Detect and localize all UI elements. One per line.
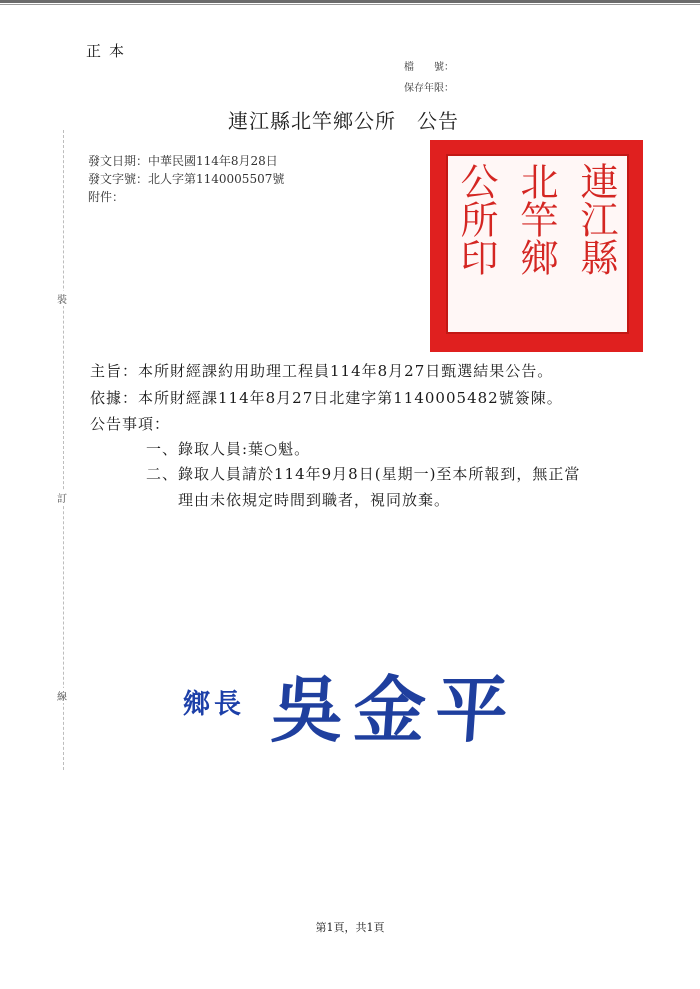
- seal-text-column-1: 連江縣: [574, 162, 618, 276]
- signatory-name-stamp: 吳金平: [268, 667, 521, 752]
- signatory-title: 鄉長: [183, 689, 245, 720]
- page-number: 第1頁，共1頁: [315, 921, 385, 934]
- attachment-label: 附件：: [88, 190, 125, 204]
- document-title: 連江縣北竿鄉公所 公告: [228, 109, 459, 133]
- basis-line: 依據：本所財經課114年8月27日北建字第1140005482號簽陳。: [90, 389, 563, 407]
- official-seal: [430, 140, 643, 352]
- seal-inner-frame: [446, 154, 629, 334]
- seal-text-column-3: 公所印: [454, 162, 498, 276]
- issue-date: 發文日期：中華民國114年8月28日: [88, 154, 278, 168]
- top-border: [0, 0, 700, 3]
- subject-line: 主旨：本所財經課約用助理工程員114年8月27日甄選結果公告。: [90, 362, 554, 380]
- copy-type-label: 正本: [86, 42, 133, 60]
- binding-mark-zhuang: 裝: [57, 291, 67, 306]
- binding-mark-ding: 訂: [57, 490, 67, 505]
- announcement-item-2-line-2: 理由未依規定時間到職者，視同放棄。: [178, 491, 451, 509]
- retention-period-field: [402, 79, 454, 94]
- file-number-field: [402, 58, 454, 73]
- retention-period-label: 保存年限：: [404, 83, 454, 94]
- issue-doc-number: 發文字號：北人字第1140005507號: [88, 172, 285, 186]
- binding-margin-line: [63, 130, 64, 770]
- announcement-item-1: 一、錄取人員:葉○魁。: [146, 440, 311, 458]
- announcement-item-2-line-1: 二、錄取人員請於114年9月8日(星期一)至本所報到，無正當: [146, 465, 581, 483]
- top-border-thin: [0, 4, 700, 5]
- announcement-items-header: 公告事項：: [90, 415, 171, 433]
- seal-text-column-2: 北竿鄉: [514, 162, 558, 276]
- file-number-label: 檔 號：: [404, 62, 454, 73]
- binding-mark-xian: 線: [57, 688, 67, 703]
